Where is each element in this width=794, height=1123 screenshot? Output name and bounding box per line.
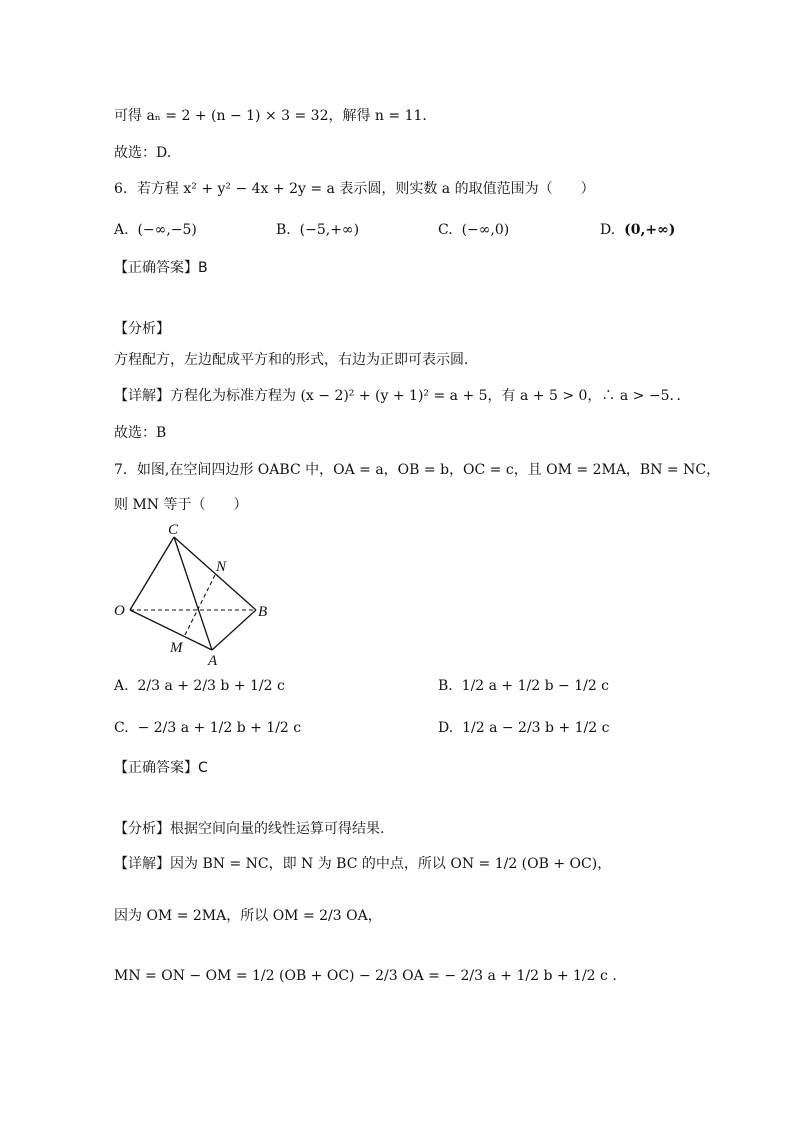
- label-o: O: [114, 603, 125, 619]
- label-b: B: [258, 604, 268, 620]
- q6-option-c: C. (−∞,0): [438, 222, 510, 238]
- q7-answer: 【正确答案】C: [114, 760, 208, 776]
- q7-detail-line1: 【详解】因为 BN = NC，即 N 为 BC 的中点，所以 ON = 1/2 (OB + OC)，: [114, 856, 612, 872]
- q6-analysis: 方程配方，左边配成平方和的形式，右边为正即可表示圆．: [114, 352, 478, 368]
- q6-stem: 6．若方程 x² + y² − 4x + 2y = a 表示圆，则实数 a 的取值范围为（ ）: [114, 181, 595, 197]
- label-m: M: [170, 640, 183, 656]
- tetrahedron-figure: [108, 520, 288, 670]
- text-line-an: 可得 aₙ = 2 + (n − 1) × 3 = 32，解得 n = 11．: [114, 108, 437, 124]
- label-a: A: [208, 653, 218, 669]
- q6-analysis-title: 【分析】: [114, 321, 170, 337]
- q7-stem-line2: 则 MN 等于（ ）: [114, 497, 248, 513]
- q6-option-a: A. (−∞,−5): [114, 222, 197, 238]
- q6-choose: 故选：B: [114, 425, 167, 441]
- label-n: N: [216, 559, 227, 575]
- q7-option-b: B. 1/2 a + 1/2 b − 1/2 c: [438, 678, 610, 694]
- q7-analysis: 【分析】根据空间向量的线性运算可得结果.: [114, 821, 385, 837]
- q7-option-c: C. − 2/3 a + 1/2 b + 1/2 c: [114, 720, 302, 736]
- text-choose-d: 故选：D.: [114, 145, 172, 161]
- label-c: C: [168, 522, 179, 538]
- q6-option-d: D. (0,+∞): [600, 222, 676, 238]
- q6-answer: 【正确答案】B: [114, 260, 208, 276]
- q6-detail: 【详解】方程化为标准方程为 (x − 2)² + (y + 1)² = a + 5，有 a + 5 > 0，∴ a > −5．．: [114, 388, 691, 404]
- q7-stem-line1: 7．如图,在空间四边形 OABC 中，OA = a，OB = b，OC = c，且 OM = 2MA，BN = NC，: [114, 462, 721, 478]
- q7-detail-line2: 因为 OM = 2MA，所以 OM = 2/3 OA，: [114, 908, 382, 924]
- q7-detail-line3: MN = ON − OM = 1/2 (OB + OC) − 2/3 OA = − 2/3 a + 1/2 b + 1/2 c .: [114, 968, 617, 984]
- q7-option-d: D. 1/2 a − 2/3 b + 1/2 c: [438, 720, 610, 736]
- q6-option-b: B. (−5,+∞): [276, 222, 360, 238]
- q7-option-a: A. 2/3 a + 2/3 b + 1/2 c: [114, 678, 285, 694]
